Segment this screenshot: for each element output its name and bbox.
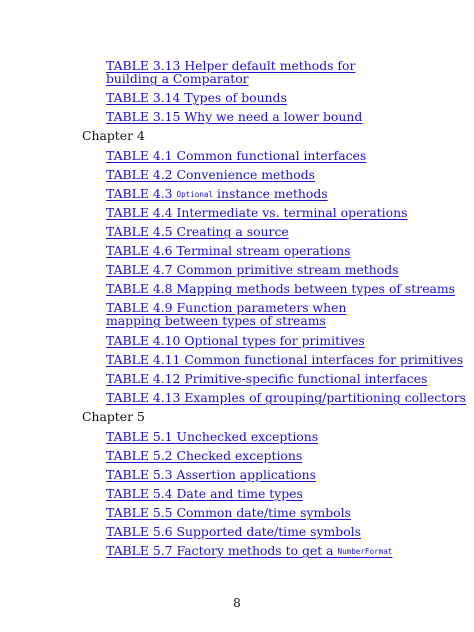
toc-link-table-3-15[interactable]: TABLE 3.15 Why we need a lower bound (106, 109, 363, 124)
toc-link-table-4-12[interactable]: TABLE 4.12 Primitive-specific functional interfaces (106, 371, 428, 386)
toc-link-table-4-7[interactable]: TABLE 4.7 Common primitive stream methods (106, 262, 399, 277)
toc-link-table-5-4[interactable]: TABLE 5.4 Date and time types (106, 486, 303, 501)
toc-link-table-5-1[interactable]: TABLE 5.1 Unchecked exceptions (106, 429, 319, 444)
toc-link-text: instance methods (213, 186, 328, 201)
toc-link-table-4-4[interactable]: TABLE 4.4 Intermediate vs. terminal operations (106, 205, 408, 220)
toc-link-table-3-14[interactable]: TABLE 3.14 Types of bounds (106, 90, 287, 105)
toc-link-table-4-11[interactable]: TABLE 4.11 Common functional interfaces for primitives (106, 352, 464, 367)
toc-link-table-4-8[interactable]: TABLE 4.8 Mapping methods between types of streams (106, 281, 456, 296)
code-term-numberformat: NumberFormat (337, 547, 393, 556)
toc-link-table-4-10[interactable]: TABLE 4.10 Optional types for primitives (106, 333, 365, 348)
toc-link-text: TABLE 5.7 Factory methods to get a (106, 543, 338, 558)
toc-link-table-5-7[interactable] (106, 544, 406, 558)
chapter-4-heading: Chapter 4 (82, 128, 145, 143)
code-term-optional: Optional (176, 190, 214, 199)
toc-link-table-4-1[interactable]: TABLE 4.1 Common functional interfaces (106, 148, 367, 163)
toc-link-table-5-3[interactable]: TABLE 5.3 Assertion applications (106, 467, 316, 482)
toc-link-table-4-6[interactable]: TABLE 4.6 Terminal stream operations (106, 243, 351, 258)
chapter-5-heading: Chapter 5 (82, 409, 145, 424)
toc-link-table-4-2[interactable]: TABLE 4.2 Convenience methods (106, 167, 316, 182)
toc-link-text: TABLE 4.3 (106, 186, 177, 201)
page-number: 8 (233, 596, 241, 610)
toc-link-table-4-5[interactable]: TABLE 4.5 Creating a source (106, 224, 289, 239)
toc-link-table-4-9[interactable]: TABLE 4.9 Function parameters when mapping between types of streams (106, 300, 347, 328)
toc-link-table-4-13[interactable]: TABLE 4.13 Examples of grouping/partitioning collectors (106, 390, 467, 405)
toc-link-table-4-3[interactable] (106, 187, 406, 201)
toc-link-table-5-2[interactable]: TABLE 5.2 Checked exceptions (106, 448, 303, 463)
toc-link-table-3-13[interactable]: TABLE 3.13 Helper default methods for building a Comparator (106, 58, 356, 86)
toc-link-table-5-5[interactable]: TABLE 5.5 Common date/time symbols (106, 505, 351, 520)
toc-link-table-5-6[interactable]: TABLE 5.6 Supported date/time symbols (106, 524, 361, 539)
